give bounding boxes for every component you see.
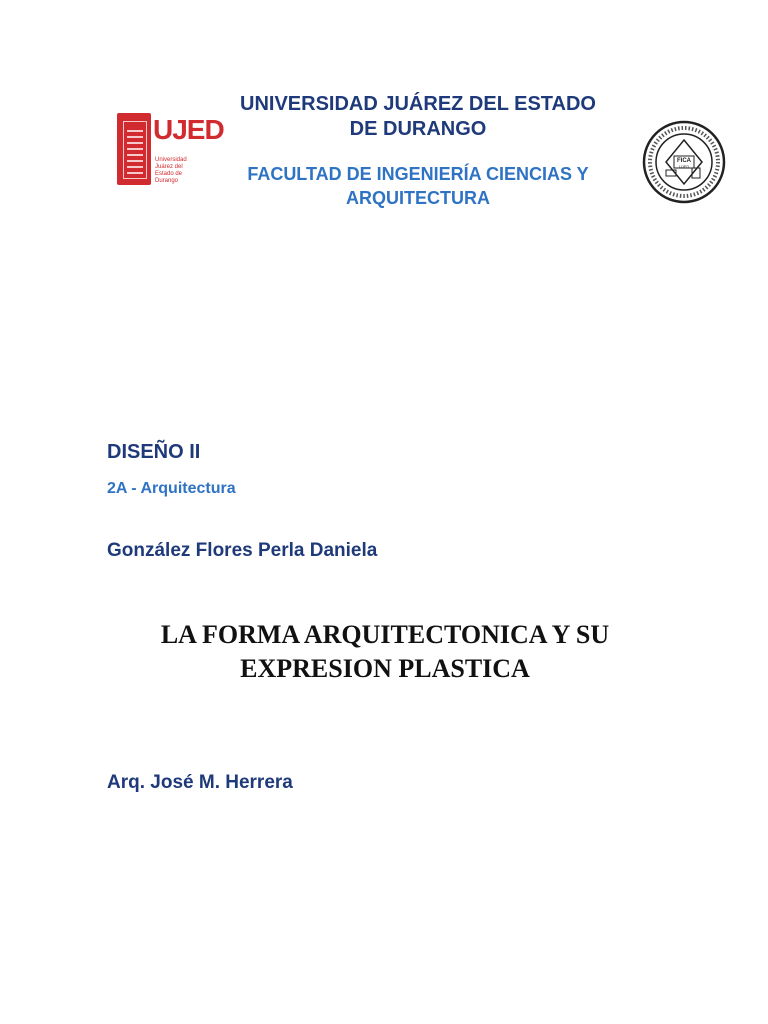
svg-text:UJED: UJED xyxy=(678,164,690,169)
document-title-line1: LA FORMA ARQUITECTONICA Y SU xyxy=(160,620,610,649)
course-name: DISEÑO II xyxy=(107,441,201,463)
teacher-name: Arq. José M. Herrera xyxy=(107,772,293,793)
ujed-subtext: Universidad Juárez del Estado de Durango xyxy=(155,157,187,184)
document-title xyxy=(80,618,690,686)
faculty-title xyxy=(200,162,636,210)
university-title-line2: DE DURANGO xyxy=(349,118,487,140)
svg-text:FICA: FICA xyxy=(677,158,691,164)
fica-seal-icon xyxy=(640,118,728,206)
faculty-title-line1: FACULTAD DE INGENIERÍA CIENCIAS Y xyxy=(247,164,589,184)
ujed-logo xyxy=(117,113,224,188)
university-title-line1: UNIVERSIDAD JUÁREZ DEL ESTADO xyxy=(240,93,596,115)
ujed-emblem-icon xyxy=(117,113,151,185)
faculty-title-line2: ARQUITECTURA xyxy=(346,188,490,208)
student-name: González Flores Perla Daniela xyxy=(107,540,378,561)
document-title-line2: EXPRESION PLASTICA xyxy=(240,654,530,683)
ujed-wordmark: UJED xyxy=(153,114,224,145)
university-title xyxy=(200,92,636,142)
group-label: 2A - Arquitectura xyxy=(107,480,236,497)
